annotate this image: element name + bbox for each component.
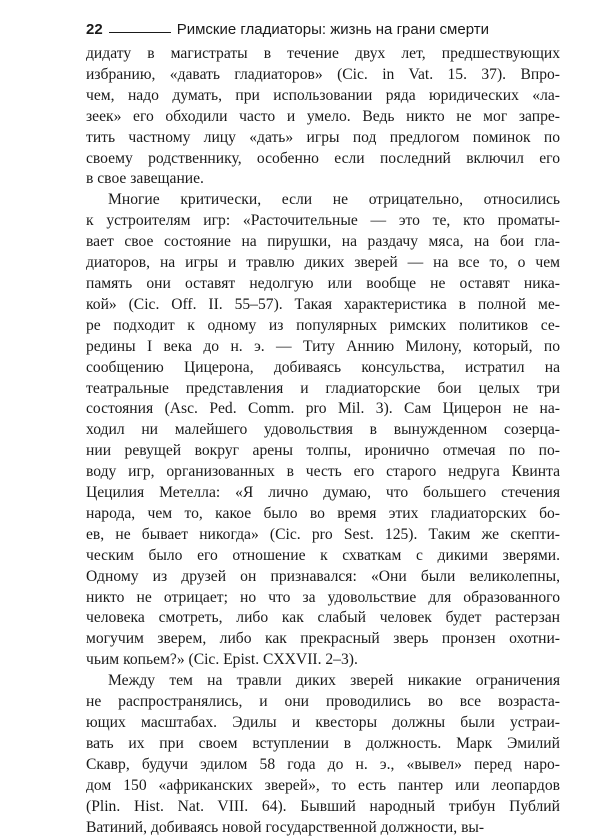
text-line: вает свое состояние на пирушки, на раздачу мяса, на бои гла- <box>86 233 560 251</box>
header-rule <box>109 32 171 33</box>
text-line: ев, не бывает никогда» (Cic. pro Sest. 125). Таким же скепти- <box>86 525 560 543</box>
text-line: Между тем на травли диких зверей никакие ограничения <box>108 672 560 690</box>
text-line: к устроителям игр: «Расточительные — это те, кто проматы- <box>86 212 560 230</box>
text-line: чем, надо думать, при использовании ряда юридических «ла- <box>86 86 560 104</box>
text-line: могучим зверем, либо как прекрасный зверь пронзен охотни- <box>86 630 560 648</box>
text-line: Многие критически, если не отрицательно, относились <box>108 191 560 209</box>
text-line: народа, чем то, какое было во время этих гладиаторских бо- <box>86 504 560 522</box>
text-line: дидату в магистраты в течение двух лет, предшествующих <box>86 45 560 62</box>
text-line: ческим было его отношение к схваткам с дикими зверями. <box>86 546 560 564</box>
text-line: Цецилия Метелла: «Я лично думаю, что большего стечения <box>86 484 560 502</box>
text-line: ющих масштабах. Эдилы и квесторы должны были устраи- <box>86 714 560 731</box>
text-line: воду игр, организованных в честь его старого недруга Квинта <box>86 463 560 481</box>
paragraph <box>86 190 560 671</box>
text-line: кой» (Cic. Off. II. 55–57). Такая характеристика в полной ме- <box>86 295 560 313</box>
text-line: ходил ни малейшего удовольствия в вынужденном созерца- <box>86 421 560 439</box>
text-line: сообщению Цицерона, добиваясь консульства, истратил на <box>86 358 560 376</box>
text-line: тить частному лицу «дать» игры под предлогом поминок по <box>86 128 560 146</box>
text-line: редины I века до н. э. — Титу Аннию Милону, который, по <box>86 337 560 355</box>
text-line: избранию, «давать гладиаторов» (Cic. in Vat. 15. 37). Впро- <box>86 65 560 83</box>
text-line: состояния (Asc. Ped. Comm. pro Mil. 3). Сам Цицерон не на- <box>86 400 560 418</box>
running-title: Римские гладиаторы: жизнь на грани смерти <box>176 21 489 38</box>
text-line: диаторов, на игры и травлю диких зверей — на все то, о чем <box>86 254 560 272</box>
text-line: дом 150 «африканских зверей», то есть пантер или леопардов <box>86 776 560 794</box>
paragraph <box>86 671 560 838</box>
text-line: чьим копьем?» (Cic. Epist. CXXVII. 2–3). <box>86 651 358 669</box>
text-line: не распространялись, и они проводились во все возраста- <box>86 693 560 711</box>
text-line: своему родственнику, особенно если последний включил его <box>86 149 560 167</box>
text-line: Ватиний, добиваясь новой государственной должности, вы- <box>86 818 485 836</box>
text-line: Скавр, будучи эдилом 58 года до н. э., «вывел» перед наро- <box>86 755 560 773</box>
text-line: (Plin. Hist. Nat. VIII. 64). Бывший народный трибун Публий <box>86 797 560 815</box>
paragraph <box>86 44 560 190</box>
text-line: нии ревущей вокруг арены толпы, иронично отмечая по по- <box>86 442 560 460</box>
text-line: никто не отрицает; но что за удовольствие для образованного <box>86 588 560 606</box>
text-line: в свое завещание. <box>86 170 204 188</box>
text-line: зеек» его обходили часто и умело. Ведь никто не мог запре- <box>86 107 560 125</box>
text-line: Одному из друзей он признавался: «Они были великолепны, <box>86 567 560 585</box>
text-line: вать их при своем вступлении в должность. Марк Эмилий <box>86 734 560 752</box>
running-header <box>86 14 562 38</box>
body-text <box>86 44 560 838</box>
text-line: театральные представления и гладиаторские бои целых три <box>86 379 560 397</box>
text-line: ре подходит к одному из популярных римских политиков се- <box>86 316 560 334</box>
text-line: память они оставят недолгую или вообще не оставят ника- <box>86 274 560 292</box>
text-line: человека смотреть, либо как слабый человек будет растерзан <box>86 609 560 627</box>
page-number: 22 <box>86 21 103 38</box>
